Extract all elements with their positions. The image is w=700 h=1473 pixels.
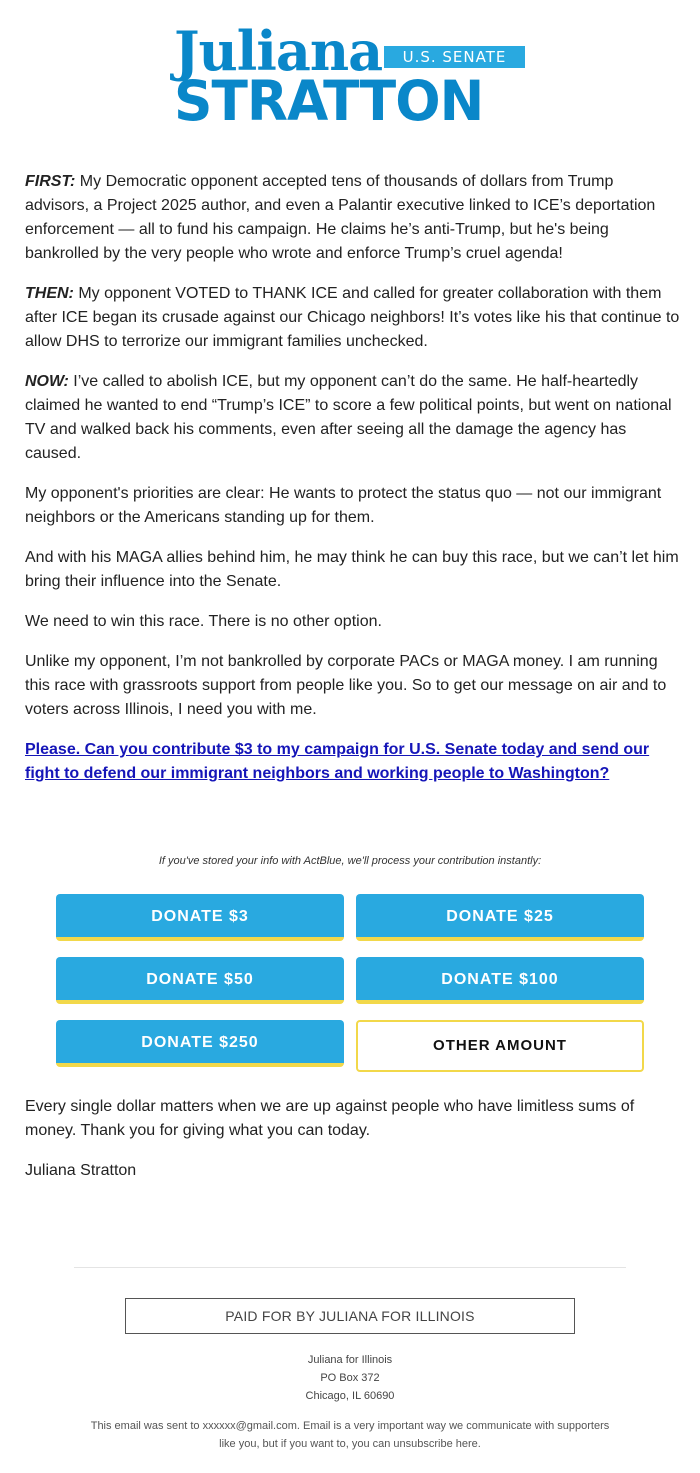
logo-last-name: STRATTON [174, 69, 484, 133]
donate-250-button[interactable]: DONATE $250 [56, 1020, 344, 1067]
paragraph-lead: FIRST: [25, 173, 76, 190]
signature: Juliana Stratton [25, 1162, 137, 1179]
paragraph-now [25, 370, 680, 466]
paragraph-lead: THEN: [25, 285, 74, 302]
paragraph-win-race: We need to win this race. There is no other option. [25, 613, 382, 630]
actblue-note: If you've stored your info with ActBlue, we'll process your contribution instantly: [158, 855, 542, 867]
address-line: PO Box 372 [320, 1372, 380, 1384]
paragraph-grassroots: Unlike my opponent, I’m not bankrolled by corporate PACs or MAGA money. I am running this race with grassroots support from people like you. So to get our message on air and to voters across Illinois, I need you with me. [25, 653, 667, 718]
paragraph-text: I’ve called to abolish ICE, but my opponent can’t do the same. He half-heartedly claimed he wanted to end “Trump’s ICE” to score a few political points, but went on national TV and walked back his comments, even after seeing all the damage the agency has caused. [25, 373, 672, 462]
donate-100-button[interactable]: DONATE $100 [356, 957, 644, 1004]
contribute-ask-link[interactable]: Please. Can you contribute $3 to my campaign for U.S. Senate today and send our fight to defend our immigrant neighbors and working people to Washington? [25, 741, 650, 782]
address-line: Chicago, IL 60690 [305, 1390, 395, 1402]
donate-25-button[interactable]: DONATE $25 [356, 894, 644, 941]
email-body [25, 170, 680, 786]
closing-section [25, 1095, 680, 1199]
paragraph-lead: NOW: [25, 373, 69, 390]
campaign-logo [170, 19, 530, 133]
other-amount-button[interactable]: OTHER AMOUNT [356, 1020, 644, 1072]
footer-divider [74, 1267, 626, 1268]
logo-first-name: Juliana [174, 19, 383, 83]
paragraph-first [25, 170, 680, 266]
paid-for-disclaimer: PAID FOR BY JULIANA FOR ILLINOIS [125, 1298, 575, 1334]
mailing-address [0, 1351, 700, 1405]
donate-3-button[interactable]: DONATE $3 [56, 894, 344, 941]
paragraph-maga-allies: And with his MAGA allies behind him, he may think he can buy this race, but we can’t let him bring their influence into the Senate. [25, 549, 679, 590]
legal-unsubscribe-text: This email was sent to xxxxxx@gmail.com. Email is a very important way we communicate with supporters like you, but if you want to, you can unsubscribe here. [90, 1420, 610, 1450]
closing-paragraph: Every single dollar matters when we are up against people who have limitless sums of money. Thank you for giving what you can today. [25, 1098, 635, 1139]
logo-senate-badge: U.S. SENATE [384, 46, 525, 68]
paragraph-then [25, 282, 680, 354]
address-line: Juliana for Illinois [307, 1354, 393, 1366]
paragraph-text: My Democratic opponent accepted tens of thousands of dollars from Trump advisors, a Project 2025 author, and even a Palantir executive linked to ICE’s deportation enforcement — all to fund his campaign. He claims he’s anti-Trump, but he's being bankrolled by the very people who wrote and enforce Trump’s cruel agenda! [25, 173, 656, 262]
paragraph-text: My opponent VOTED to THANK ICE and called for greater collaboration with them after ICE began its crusade against our Chicago neighbors! It’s votes like his that continue to allow DHS to terrorize our immigrant families unchecked. [25, 285, 680, 350]
paragraph-priorities: My opponent's priorities are clear: He wants to protect the status quo — not our immigrant neighbors or the Americans standing up for them. [25, 485, 662, 526]
donate-50-button[interactable]: DONATE $50 [56, 957, 344, 1004]
